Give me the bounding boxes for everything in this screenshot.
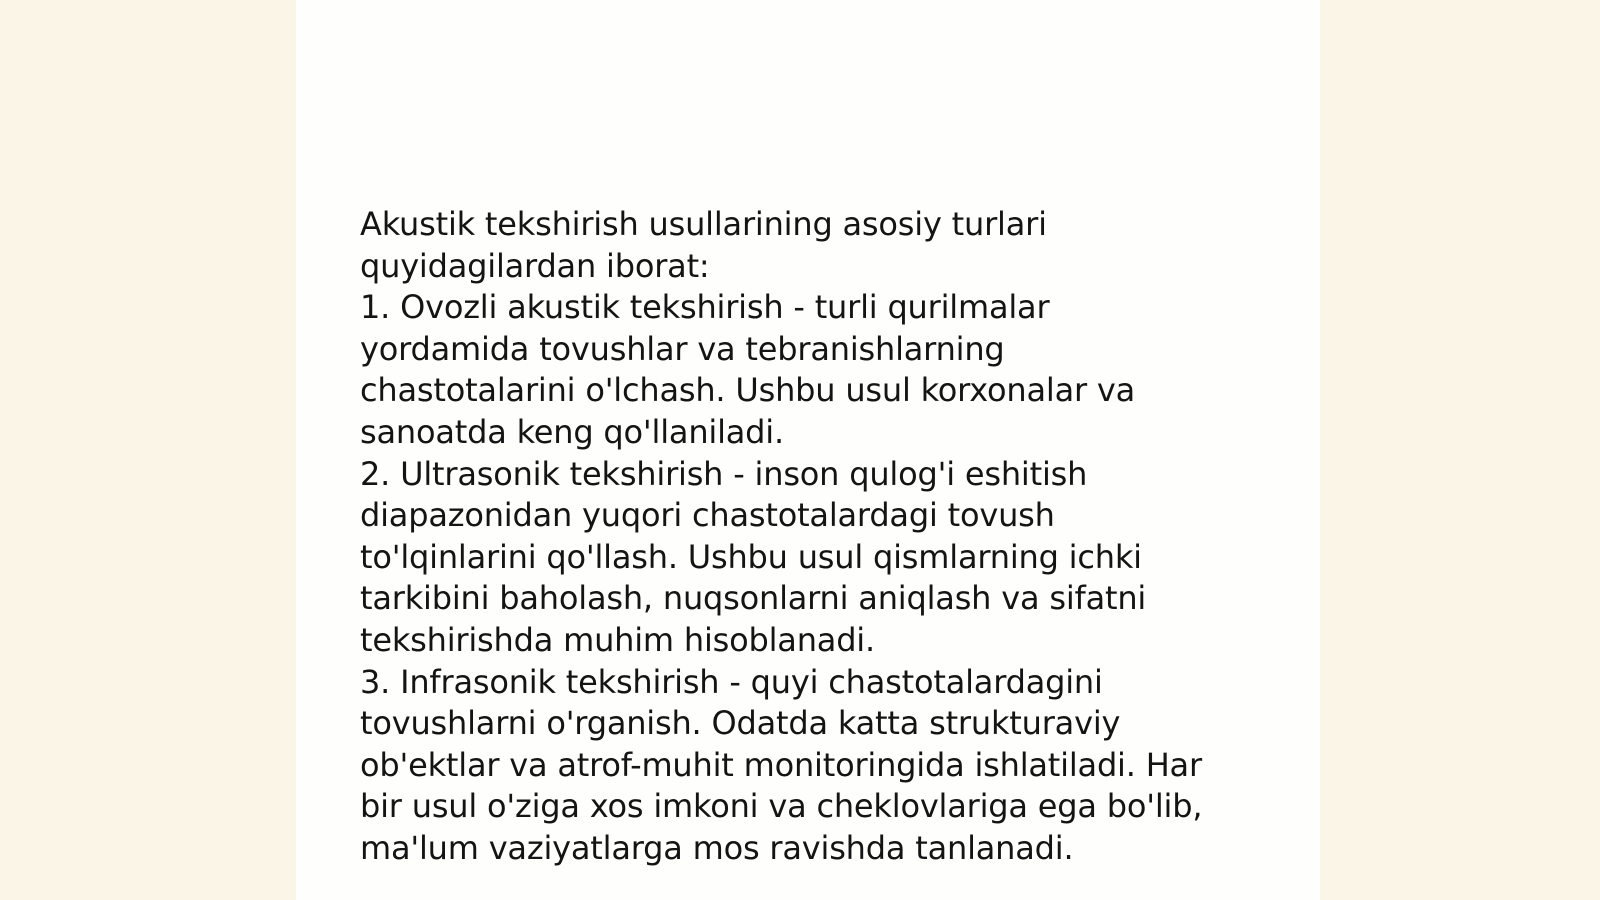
text-line: yordamida tovushlar va tebranishlarning — [360, 329, 1005, 368]
text-line: tekshirishda muhim hisoblanadi. — [360, 620, 875, 659]
text-line: Akustik tekshirish usullarining asosiy turlari — [360, 205, 1047, 243]
text-line: to'lqinlarini qo'llash. Ushbu usul qismlarning ichki — [360, 537, 1142, 576]
text-line: quyidagilardan iborat: — [360, 246, 710, 285]
left-margin — [0, 0, 296, 900]
text-line: chastotalarini o'lchash. Ushbu usul korxonalar va — [360, 371, 1136, 410]
text-line: 2. Ultrasonik tekshirish - inson qulog'i eshitish — [360, 454, 1088, 493]
document-page — [296, 0, 1320, 900]
text-line: sanoatda keng qo'llaniladi. — [360, 412, 784, 451]
document-body — [360, 204, 1240, 870]
right-margin — [1320, 0, 1600, 900]
text-line: diapazonidan yuqori chastotalardagi tovush — [360, 496, 1055, 535]
text-line: 3. Infrasonik tekshirish - quyi chastotalardagini — [360, 662, 1103, 701]
text-line: tarkibini baholash, nuqsonlarni aniqlash va sifatni — [360, 579, 1147, 618]
text-line: ma'lum vaziyatlarga mos ravishda tanlanadi. — [360, 828, 1074, 867]
text-line: bir usul o'ziga xos imkoni va cheklovlariga ega bo'lib, — [360, 787, 1203, 826]
text-line: tovushlarni o'rganish. Odatda katta strukturaviy — [360, 704, 1121, 743]
text-line: ob'ektlar va atrof-muhit monitoringida ishlatiladi. Har — [360, 745, 1202, 784]
text-line: 1. Ovozli akustik tekshirish - turli qurilmalar — [360, 288, 1050, 327]
